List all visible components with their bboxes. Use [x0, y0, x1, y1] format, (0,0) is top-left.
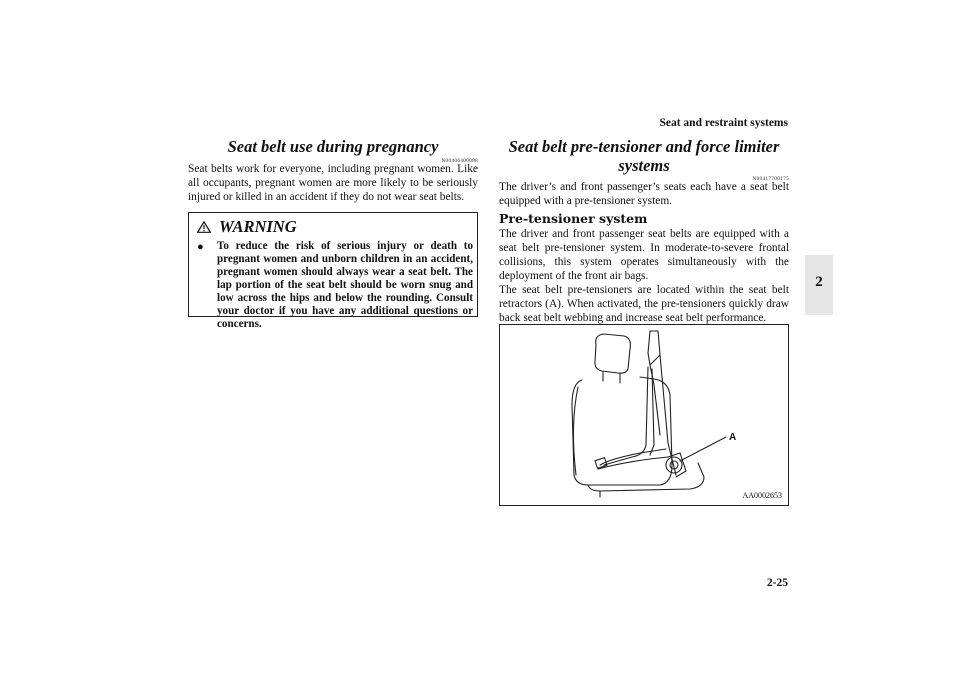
warning-box	[188, 212, 478, 330]
bullet-icon: ●	[197, 241, 204, 253]
figure-label-a: A	[729, 432, 737, 443]
section-code-pregnancy: N00406400088	[441, 158, 478, 164]
section-code-pretensioner: N00417700175	[752, 176, 789, 182]
pretensioner-intro-text: The driver’s and front passenger’s seats each have a seat belt equipped with a pre-tensioner system.	[499, 181, 789, 207]
pretensioner-paragraph-2: The seat belt pre-tensioners are located within the seat belt retractors (A). When activated, the pre-tensioners quickly draw back seat belt webbing and increase seat belt performance.	[499, 284, 789, 324]
section-title-line2: systems	[618, 156, 670, 175]
warning-item	[197, 240, 473, 331]
pretensioner-paragraph-1: The driver and front passenger seat belts are equipped with a seat belt pre-tensioner system. In moderate-to-severe frontal collisions, this system operates simultaneously with the deployment of the front air bags.	[499, 228, 789, 282]
chapter-number: 2	[815, 274, 823, 290]
page-number: 2-25	[766, 577, 788, 589]
chapter-tab	[805, 255, 833, 315]
subheading-pretensioner-system: Pre-tensioner system	[499, 211, 648, 226]
running-header: Seat and restraint systems	[659, 117, 788, 129]
pregnancy-body-text: Seat belts work for everyone, including pregnant women. Like all occupants, pregnant women are more likely to be seriously injured or killed in an accident if they do not wear seat belts.	[188, 163, 478, 203]
section-title-pregnancy: Seat belt use during pregnancy	[227, 137, 439, 156]
seat-belt-figure	[499, 324, 789, 506]
warning-triangle-icon	[197, 218, 211, 238]
warning-label: WARNING	[219, 217, 297, 236]
seat-belt-illustration	[500, 325, 788, 505]
figure-code: AA0002653	[742, 491, 782, 500]
section-title-line1: Seat belt pre-tensioner and force limiter	[508, 137, 780, 156]
section-title-pretensioner	[499, 137, 789, 175]
warning-heading	[197, 217, 297, 238]
warning-text: To reduce the risk of serious injury or death to pregnant women and unborn children in an accident, pregnant women should always wear a seat belt. The lap portion of the seat belt should be worn snug and low across the hips and below the rounding. Consult your doctor if you have any additional questions or concerns.	[217, 240, 473, 330]
